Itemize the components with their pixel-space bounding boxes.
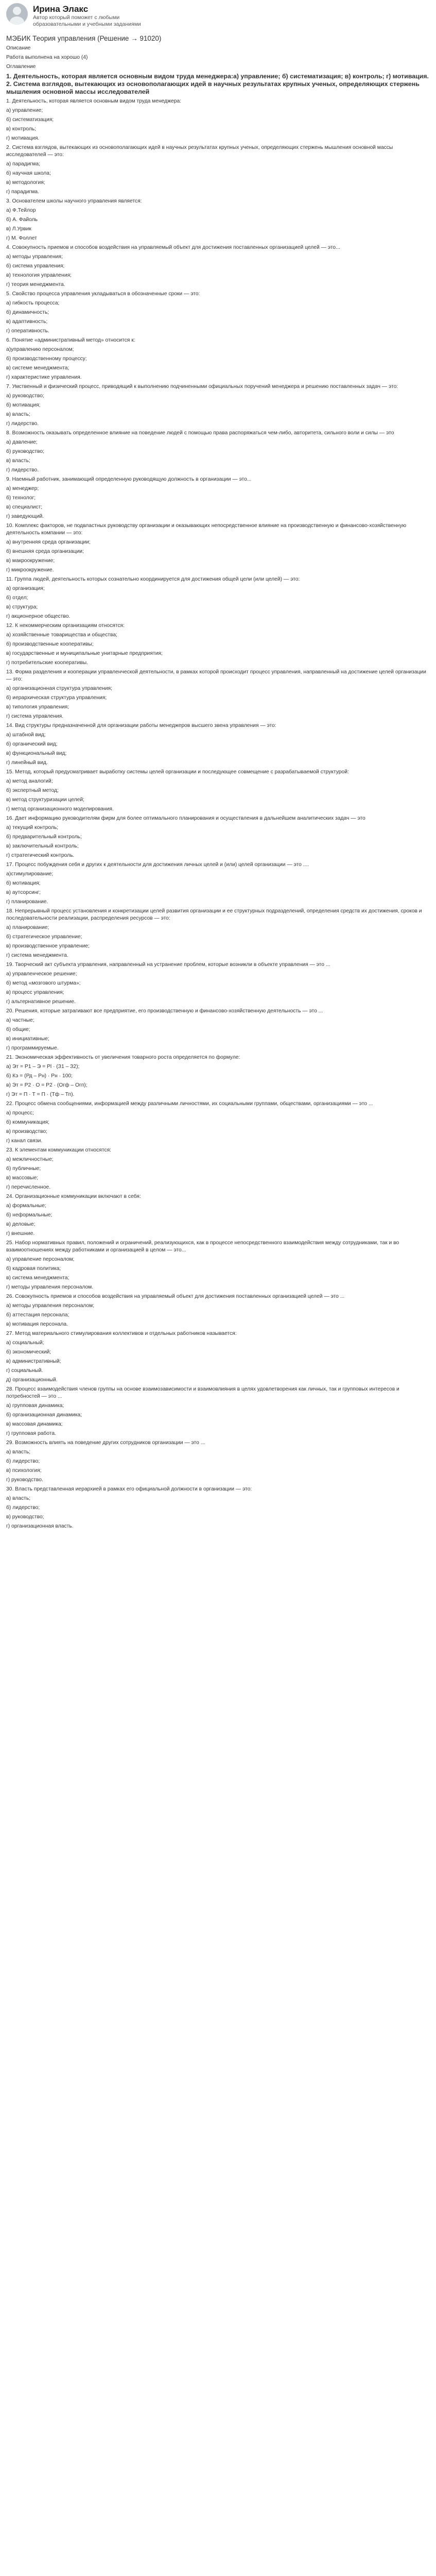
answer-option: а)стимулирование; [6,871,54,877]
answer-option: в) метод структуризации целей; [6,797,85,803]
answer-option: б) лидерство; [6,1459,40,1464]
question-block [6,383,430,428]
question-block [6,908,430,959]
answer-option: в) мотивация персонала. [6,1321,68,1327]
question-block [6,1240,430,1291]
question-text: 3. Основателем школы научного управления является: [6,198,142,204]
question-text: 18. Непрерывный процесс установления и конкретизации целей развития организации и ее структурных подразделений, определения средств их достижения, сроков и последовательности реализации, распределения ресурсов — это: [6,908,422,921]
answer-option: в) процесс управления; [6,990,64,995]
answer-option: а) внутренняя среда организации; [6,539,91,545]
answer-option: г) метод организационного моделирования. [6,806,114,812]
question-text: 23. К элементам коммуникации относятся: [6,1147,112,1153]
answer-option: б) коммуникация; [6,1120,49,1125]
answer-option: б) экспертный метод; [6,788,59,793]
answer-option: г) парадигма. [6,189,39,195]
answer-option: д) организационный. [6,1377,58,1383]
answer-option: а) Эт = Р1 – Э = Рl · (З1 – З2); [6,1064,80,1070]
answer-option: г) акционерное общество. [6,614,71,619]
answer-option: г) характеристике управления. [6,375,82,380]
answer-option: а) хозяйственные товарищества и общества; [6,632,117,638]
answer-option: б) мотивация; [6,402,41,408]
answer-option: г) мотивация. [6,135,40,141]
answer-option: а) организационная структура управления; [6,686,112,691]
answer-option: а) процесс; [6,1110,34,1116]
question-block [6,722,430,767]
answer-option: а) планирование; [6,925,49,930]
answer-option: г) система управления. [6,714,64,719]
question-block [6,815,430,859]
answer-option: б) производственному процессу; [6,356,87,362]
answer-option: а) менеджер; [6,486,39,492]
answer-option: г) заведующий. [6,514,44,519]
question-block [6,669,430,720]
answer-option: б) мотивация; [6,880,41,886]
question-block [6,861,430,906]
answer-option: в) деловые; [6,1222,36,1227]
question-text: 8. Возможность оказывать определенное влияние на поведение людей с помощью права распоряжаться чем-либо, авторитета, сильного воли и силы — это [6,430,394,436]
answer-option: б) иерархическая структура управления; [6,695,107,701]
answer-option: г) руководство. [6,1477,43,1483]
question-text: 5. Свойство процесса управления укладываться в обозначенные сроки — это: [6,291,200,297]
question-text: 29. Возможность влиять на поведение других сотрудников организации — это ... [6,1440,205,1446]
answer-option: а) методы управления персоналом; [6,1303,95,1309]
answer-option: в) заключительный контроль; [6,843,79,849]
answer-option: в) макроокружение; [6,558,55,564]
question-block [6,291,430,335]
answer-option: в) власть; [6,458,30,464]
question-block [6,769,430,813]
answer-option: а) руководство; [6,393,44,399]
answer-option: в) технология управления; [6,273,72,278]
question-block [6,337,430,381]
answer-option: б) систематизация; [6,117,54,123]
answer-option: в) функциональный вид; [6,751,67,756]
answer-option: в) контроль; [6,126,36,132]
answer-option: а) социальный; [6,1340,44,1346]
answer-option: в) Эт = Р2 · О = Р2 · (Огф – Огп); [6,1082,88,1088]
answer-option: б) система управления; [6,263,65,269]
question-text: 28. Процесс взаимодействия членов группы на основе взаимозависимости и взаимовлияния в целях удовлетворения как личных, так и групповых интересов и потребностей — это ... [6,1386,399,1399]
question-block [6,961,430,1006]
answer-option: в) руководство; [6,1514,44,1520]
question-block [6,1147,430,1191]
answer-option: г) перечисленное. [6,1184,51,1190]
answer-option: б) кадровая политика; [6,1266,61,1272]
answer-option: а)управлению персоналом; [6,347,74,352]
question-block [6,576,430,620]
question-block [6,144,430,196]
question-block [6,476,430,520]
question-block [6,1330,430,1375]
question-block [6,1386,430,1437]
answer-option: б) аттестация персонала; [6,1312,69,1318]
answer-option: в) типология управления; [6,704,69,710]
answer-option: б) органический вид; [6,741,58,747]
answer-option: а) управление персоналом; [6,1257,75,1262]
question-text: 17. Процесс побуждения себя и других к деятельности для достижения личных целей и (или) целей организации — это .... [6,862,309,868]
answer-option: б) стратегическое управление; [6,934,82,940]
answer-option: а) управленческое решение; [6,971,77,977]
answer-option: б) технолог; [6,495,36,501]
answer-option: г) альтернативное решение. [6,999,76,1005]
answer-option: б) производственные кооперативы; [6,641,94,647]
answer-option: а) межличностные; [6,1157,54,1162]
answer-option: б) общие; [6,1027,30,1032]
answer-option: б) организационная динамика; [6,1412,82,1418]
answer-option: а) групповая динамика; [6,1403,64,1409]
author-name[interactable]: Ирина Элакс [33,4,89,14]
answer-option: в) административный; [6,1359,61,1364]
answer-option: а) управление; [6,108,43,113]
author-description: Автор который поможет с любыми образовательными и учебными заданиями [33,14,141,27]
question-text: 2. Система взглядов, вытекающих из основополагающих идей в научных результатах крупных ученых, определяющих стержень мышления основной массы исследователей — это: [6,145,393,158]
question-text: 11. Группа людей, деятельность которых сознательно координируется для достижения общей цели (или целей) — это: [6,577,300,582]
answer-option: в) специалист; [6,504,43,510]
question-text: 14. Вид структуры предназначенной для организации работы менеджеров высшего звена управления — это: [6,723,276,728]
answer-option: в) государственные и муниципальные унитарные предприятия; [6,651,163,656]
answer-option: в) инициативные; [6,1036,49,1042]
answer-option: в) система менеджмента; [6,1275,69,1281]
document-title: МЭБИК Теория управления (Решение → 91020) [6,35,162,42]
question-block [6,1193,430,1238]
question-text: 26. Совокупность приемов и способов воздействия на управляемый объект для достижения поставленных организацией целей — это ... [6,1294,345,1299]
question-block [6,1008,430,1052]
answer-option: а) давление; [6,439,38,445]
question-list [6,73,430,1530]
answer-option: б) научная школа; [6,171,51,176]
question-block [6,522,430,574]
answer-option: в) адаптивность; [6,319,48,325]
question-block [6,1486,430,1530]
question-text: 1. Деятельность, которая является основным видом труда менеджера: [6,98,182,104]
question-block [6,1054,430,1098]
question-block [6,622,430,667]
answer-option: а) гибкость процесса; [6,300,60,306]
answer-option: а) текущий контроль; [6,825,59,831]
question-block [6,98,430,142]
question-text: 6. Понятие «административный метод» относится к: [6,337,135,343]
description-label: Описание [6,45,31,51]
question-text: 16. Дает информацию руководителям фирм для более оптимального планирования и осуществления в дальнейшем аналитических задач — это [6,816,365,821]
answer-option: в) аутсорсинг; [6,890,41,895]
question-text: 12. К некоммерческим организациям относятся: [6,623,125,629]
answer-option: б) лидерство; [6,1505,40,1511]
answer-option: в) производственное управление; [6,943,90,949]
answer-option: б) А. Файоль [6,217,38,223]
answer-option: г) планирование. [6,899,48,905]
question-text: 21. Экономическая эффективность от увеличения товарного роста определяется по формуле: [6,1055,240,1060]
answer-option: б) экономический; [6,1349,51,1355]
question-block [6,1439,430,1484]
answer-option: г) методы управления персоналом. [6,1284,94,1290]
question-text: 24. Организационные коммуникации включают в себя: [6,1194,141,1199]
question-text: 19. Творческий акт субъекта управления, направленный на устранение проблем, которые возникли в объекте управления — это ... [6,962,330,968]
answer-option: б) метод «мозгового штурма»; [6,980,81,986]
answer-option: в) психология; [6,1468,42,1473]
question-text: 7. Умственный и физический процесс, приводящий к выполнению подчиненными официальных поручений менеджера и решению поставленных задач — это: [6,384,398,389]
answer-option: а) власть; [6,1496,31,1501]
answer-option: б) неформальные; [6,1212,53,1218]
answer-option: г) система менеджмента. [6,953,68,958]
question-text: 1. Деятельность, которая является основным видом труда менеджера:а) управление; б) систематизация; в) контроль; г) мотивация. 2. Система взглядов, вытекающих из основополагающих идей в научных результатах крупных ученых, определяющих стержень мышления основной массы исследователей [6,73,429,95]
answer-option: б) внешняя среда организации; [6,549,84,554]
question-block [6,244,430,289]
answer-option: г) внешние. [6,1231,35,1236]
answer-option: б) Кэ = (Рд – Рн) · Рн · 100; [6,1073,73,1079]
answer-option: в) системе менеджмента; [6,365,69,371]
answer-option: в) массовая динамика; [6,1421,63,1427]
answer-option: а) Ф.Тейлор [6,208,36,213]
answer-option: г) лидерство. [6,421,39,427]
answer-option: г) микроокружение. [6,567,54,573]
answer-option: г) социальный. [6,1368,43,1374]
question-block [6,73,430,96]
answer-option: г) лидерство. [6,467,39,473]
answer-option: в) методология; [6,180,45,185]
question-text: 30. Власть представленная иерархией в рамках его официальной должности в организации — это: [6,1486,252,1492]
question-block [6,1100,430,1145]
work-done-text: Работа выполнена на хорошо (4) [6,55,88,60]
answer-option: г) организационная власть. [6,1523,74,1529]
question-text: 9. Наемный работник, занимающий определенную руководящую должность в организации — это... [6,477,252,482]
answer-option: б) предварительный контроль; [6,834,82,840]
answer-option: г) групповая работа. [6,1431,56,1436]
author-card [6,3,430,28]
question-text: 13. Форма разделения и кооперации управленческой деятельности, в рамках которой происходит процесс управления, направленный на достижение целей организации — это: [6,669,426,682]
answer-option: г) канал связи. [6,1138,43,1144]
answer-option: г) программируемые. [6,1045,59,1051]
answer-option: б) отдел; [6,595,28,601]
question-block [6,430,430,474]
question-text: 20. Решения, которые затрагивают все предприятие, его производственную и финансово-хозяйственную деятельность — это ... [6,1008,323,1014]
answer-option: г) М. Фоллет [6,235,37,241]
answer-option: а) организация; [6,586,45,591]
question-text: 25. Набор нормативных правил, положений и ограничений, реализующихся, как в процессе непосредственного взаимодействия между сотрудниками, так и во взаимоотношениях между работниками и организацией в целом — это... [6,1240,399,1253]
answer-option: в) массовые; [6,1175,39,1181]
answer-option: г) стратегический контроль. [6,853,75,858]
author-info [33,3,151,28]
answer-option: г) потребительские кооперативы. [6,660,88,666]
answer-option: а) частные; [6,1018,34,1023]
author-avatar[interactable] [6,3,28,25]
answer-option: г) линейный вид. [6,760,48,766]
answer-option: а) парадигма; [6,161,40,167]
question-text: 22. Процесс обмена сообщениями, информацией между различными личностями, их социальными группами, обществами, организациями — это ... [6,1101,373,1107]
question-text: 10. Комплекс факторов, не подвластных руководству организации и оказывающих непосредственное влияние на производственную и финансово-хозяйственную деятельность компании — это: [6,523,407,536]
question-block [6,1293,430,1328]
answer-option: в) Л.Урвик [6,226,31,232]
answer-option: а) штабной вид; [6,732,46,738]
answer-option: г) Эт = П · Т = П · (Тф – Тп). [6,1092,75,1097]
answer-option: а) формальные; [6,1203,46,1209]
answer-option: г) теория менеджмента. [6,282,65,287]
answer-option: в) власть; [6,412,30,417]
answer-option: а) методы управления; [6,254,63,260]
answer-option: б) руководство; [6,449,44,454]
question-text: 15. Метод, который предусматривает выработку системы целей организации и последующее совмещение с разрабатываемой структурой: [6,769,349,775]
answer-option: б) динамичность; [6,310,49,315]
question-block [6,198,430,242]
answer-option: а) метод аналогий; [6,778,53,784]
question-text: 4. Совокупность приемов и способов воздействия на управляемый объект для достижения поставленных организацией целей — это... [6,245,340,250]
question-text: 27. Метод материального стимулирования коллективов и отдельных работников называется: [6,1331,237,1336]
answer-option: а) власть; [6,1449,31,1455]
contents-label: Оглавление [6,64,36,70]
answer-option: в) структура; [6,604,38,610]
answer-option: б) публичные; [6,1166,41,1172]
answer-option: в) производство; [6,1129,47,1134]
question-block [6,1377,430,1384]
answer-option: г) оперативность. [6,328,49,334]
